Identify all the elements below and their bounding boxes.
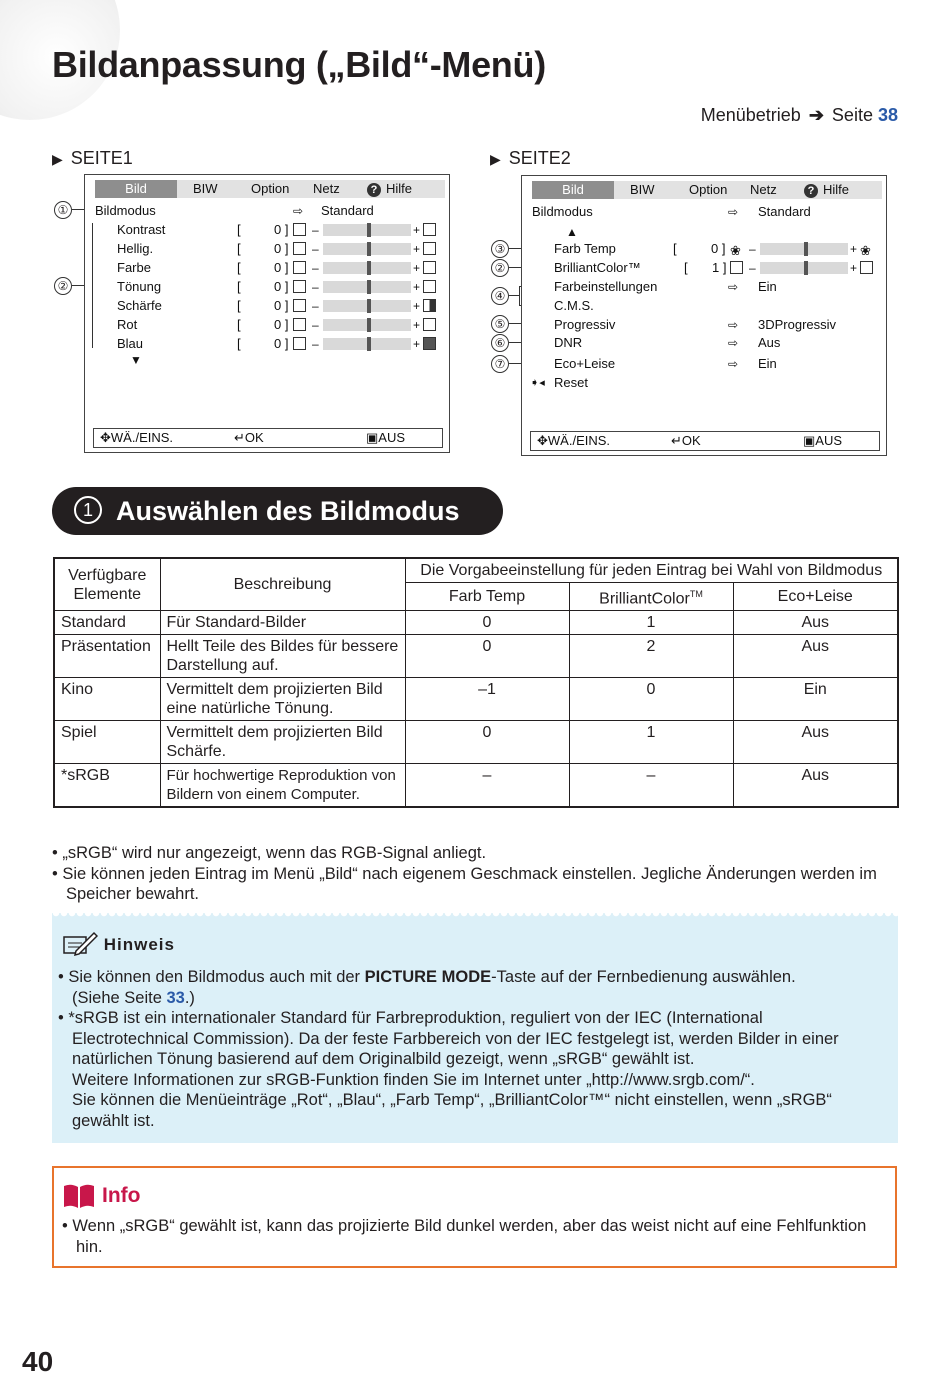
page-link[interactable]: 33 [166,988,185,1007]
brilliantcolor-icon [860,261,873,274]
callout-4: ④ [491,287,509,305]
arrow-right-icon: ➔ [808,105,824,125]
color-icon [423,261,436,274]
reset-row[interactable]: ➧◂ Reset [530,375,588,390]
footer-select: ✥ WÄ./EINS. [537,433,611,448]
value-slider[interactable] [323,262,411,274]
section-title: Auswählen des Bildmodus [116,496,460,526]
list-item: • Sie können jeden Eintrag im Menü „Bild“ nach eigenem Geschmack einstellen. Jegliche Änderungen werden im Speicher bewahrt. [52,864,877,903]
slider-knob [367,299,371,313]
pointer-icon: ⇨ [728,280,739,294]
tab-hilfe[interactable]: ? Hilfe [367,180,412,198]
book-icon [62,1182,96,1210]
picture-mode-table [53,557,899,808]
tab-netz[interactable]: Netz [750,182,777,197]
scroll-down-icon[interactable]: ▼ [130,353,142,367]
screen2-tabs [532,181,882,199]
bildmodus-row[interactable]: Bildmodus ⇨ Standard [95,203,374,218]
contrast-icon [293,223,306,236]
farbtemp-row[interactable]: Farb Temp [ 0 ] ❀ – + ❀ [554,240,880,258]
table-row: Spiel Vermittelt dem projizierten Bild Schärfe. 0 1 Aus [54,721,898,764]
wavy-edge [52,909,898,917]
tint-icon [293,280,306,293]
menu-reference: Menübetrieb ➔ Seite 38 [700,105,898,125]
callout-2b: ② [491,259,509,277]
callout-6: ⑥ [491,334,509,352]
farbeinstellungen-row[interactable]: Farbeinstellungen ⇨ Ein [554,279,777,294]
red-icon [423,318,436,331]
slider-knob [367,318,371,332]
page-title: Bildanpassung („Bild“-Menü) [52,44,546,85]
sharpness-icon [293,299,306,312]
slider-knob [367,223,371,237]
tab-bild[interactable]: Bild [532,181,614,199]
slider-knob [367,242,371,256]
bracket-line [92,223,93,348]
tab-option[interactable]: Option [251,181,290,196]
table-row: *sRGB Für hochwertige Reproduktion von Bildern von einem Computer. – – Aus [54,764,898,808]
table-row: Kino Vermittelt dem projizierten Bild eine natürliche Tönung. –1 0 Ein [54,678,898,721]
brilliantcolor-row[interactable]: BrilliantColor™ [ 1 ] – + [554,259,880,277]
pointer-icon: ⇨ [728,205,739,219]
pointer-icon: ⇨ [728,357,739,371]
blue-icon [423,337,436,350]
footer-ok: ↵ OK [234,430,264,445]
pointer-icon: ⇨ [293,204,304,218]
cms-row[interactable]: C.M.S. [554,298,594,313]
progressiv-row[interactable]: Progressiv ⇨ 3DProgressiv [554,317,837,332]
setting-row[interactable]: Kontrast [ 0 ] – + [117,221,443,239]
dnr-row[interactable]: DNR ⇨ Aus [554,335,781,350]
screen1-footer [93,428,443,448]
contrast-icon [423,223,436,236]
reset-icon: ➧◂ [530,377,545,389]
value-slider[interactable] [323,300,411,312]
value-slider[interactable] [323,338,411,350]
color-temp-icon: ❀ [860,242,873,255]
value-slider[interactable] [323,281,411,293]
pointer-icon: ⇨ [728,318,739,332]
note-heading: Hinweis [62,929,175,957]
section-heading [52,487,503,535]
brightness-icon [423,242,436,255]
header-elements: Verfügbare Elemente [54,558,160,611]
setting-row[interactable]: Farbe [ 0 ] – + [117,259,443,277]
tint-icon [423,280,436,293]
setting-row[interactable]: Schärfe [ 0 ] – + [117,297,443,315]
color-icon [293,261,306,274]
sharpness-icon [423,299,436,312]
scroll-up-icon[interactable]: ▲ [566,225,578,239]
info-text: • Wenn „sRGB“ gewählt ist, kann das projizierte Bild dunkel werden, aber das weist nicht auf eine Fehlfunktion hin. [62,1217,867,1256]
callout-7: ⑦ [491,355,509,373]
triangle-right-icon: ▶ [490,151,501,167]
value-slider[interactable] [323,243,411,255]
blue-icon [293,337,306,350]
callout-3: ③ [491,240,509,258]
brilliantcolor-icon [730,261,743,274]
setting-row[interactable]: Rot [ 0 ] – + [117,316,443,334]
tab-option[interactable]: Option [689,182,728,197]
setting-row[interactable]: Blau [ 0 ] – + [117,335,443,353]
brightness-icon [293,242,306,255]
slider-knob [804,242,808,256]
note-body: • Sie können den Bildmodus auch mit der PICTURE MODE-Taste auf der Fernbedienung auswählen. (Siehe Seite 33.) • *sRGB ist ein internationaler Standard für Farbreproduktion, reguliert von der IEC (International Electrotechnical Commission). Da der feste Farbbereich von der IEC festgelegt ist, werden Bilder in einer natürlichen Tönung basierend auf dem Originalbild gezeigt, wenn „sRGB“ gewählt ist. Weitere Informationen zur sRGB-Funktion finden Sie im Internet unter „http://www.srgb.com/“. Sie können die Menüeinträge „Rot“, „Blau“, „Farb Temp“, „BrilliantColor™“ nicht einstellen, wenn „sRGB“ gewählt ist. [58,967,878,1131]
list-item: • Sie können den Bildmodus auch mit der PICTURE MODE-Taste auf der Fernbedienung auswählen. [58,968,796,986]
callout-5: ⑤ [491,315,509,333]
screen1-tabs [95,180,445,198]
header-description: Beschreibung [160,558,405,611]
slider-knob [367,337,371,351]
color-temp-icon: ❀ [730,242,743,255]
help-icon: ? [804,184,818,198]
header-defaults: Die Vorgabeeinstellung für jeden Eintrag bei Wahl von Bildmodus [405,558,898,583]
callout-2: ② [54,277,72,295]
eco-row[interactable]: Eco+Leise ⇨ Ein [554,356,777,371]
screen1-label: ▶ SEITE1 [52,148,133,168]
header-farbtemp: Farb Temp [405,583,569,611]
list-item: • „sRGB“ wird nur angezeigt, wenn das RGB-Signal anliegt. [52,844,487,862]
footer-select: ✥ WÄ./EINS. [100,430,174,445]
value-slider[interactable] [323,319,411,331]
screen2-menu [521,175,887,456]
info-box [52,1166,897,1268]
setting-row[interactable]: Hellig. [ 0 ] – + [117,240,443,258]
tab-bild[interactable]: Bild [95,180,177,198]
table-row: Standard Für Standard-Bilder 0 1 Aus [54,611,898,635]
tab-netz[interactable]: Netz [313,181,340,196]
triangle-right-icon: ▶ [52,151,63,167]
red-icon [293,318,306,331]
header-brilliantcolor: BrilliantColor™ [569,583,733,611]
screen1-menu [84,174,450,453]
brilliant-slider [760,262,848,274]
list-item: • *sRGB ist ein internationaler Standard für Farbreproduktion, reguliert von der IEC (International Electrotechnical Commission). Da der feste Farbbereich von der IEC festgelegt ist, werden Bilder in einer natürlichen Tönung basierend auf dem Originalbild gezeigt, wenn „sRGB“ gewählt ist. [58,1009,839,1068]
callout-1: ① [54,201,72,219]
value-slider[interactable] [323,224,411,236]
screen2-footer [530,431,880,451]
pointer-icon: ⇨ [728,336,739,350]
table-row: Präsentation Hellt Teile des Bildes für bessere Darstellung auf. 0 2 Aus [54,635,898,678]
page-number: 40 [22,1346,54,1377]
bullet-list [52,843,902,905]
section-number: 1 [74,496,102,524]
pencil-note-icon [62,929,98,957]
footer-ok: ↵ OK [671,433,701,448]
tab-hilfe[interactable]: ? Hilfe [804,181,849,199]
slider-knob [367,261,371,275]
footer-exit: ▣ AUS [803,433,843,448]
tab-biw[interactable]: BIW [630,182,655,197]
header-eco: Eco+Leise [733,583,898,611]
footer-exit: ▣ AUS [366,430,406,445]
page-link[interactable]: 38 [877,105,898,125]
setting-row[interactable]: Tönung [ 0 ] – + [117,278,443,296]
help-icon: ? [367,183,381,197]
bildmodus-row[interactable]: Bildmodus ⇨ Standard [532,204,811,219]
note-box [52,913,898,1143]
farbtemp-slider [760,243,848,255]
slider-knob [804,261,808,275]
slider-knob [367,280,371,294]
info-heading: Info [102,1184,141,1207]
tab-biw[interactable]: BIW [193,181,218,196]
screen2-label: ▶ SEITE2 [490,148,571,168]
